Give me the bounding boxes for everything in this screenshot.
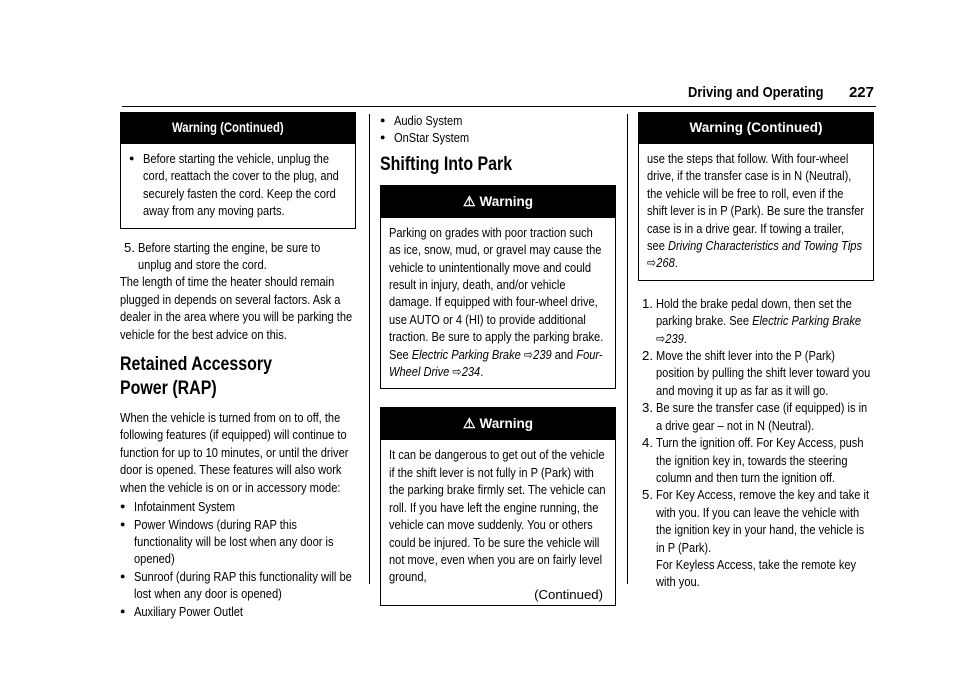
warning-body: Parking on grades with poor traction such as ice, snow, mud, or gravel may cause the vehicle to unintentionally move and could result in injury, death, and/or vehicle damage. If equipped with four-wheel drive, use AUTO or 4 (HI) to provide additional traction. Be sure to apply the parking brake. See Electric Parking Brake ⇨239 and Four-Wheel Drive ⇨234. — [389, 224, 604, 380]
header-rule — [122, 106, 876, 107]
list-item: ● Power Windows (during RAP this functionality will be lost when any door is opened) — [120, 516, 356, 568]
page-number: 227 — [848, 84, 874, 101]
page-ref-icon: ⇨ — [647, 255, 657, 271]
list-item: ● Infotainment System — [120, 498, 356, 515]
page-ref-icon: ⇨ — [656, 330, 666, 346]
warning-body: It can be dangerous to get out of the vehicle if the shift lever is not fully in P (Park) with the parking brake firmly set. The vehicle can roll. If you have left the engine running, the vehicle can move suddenly. You or others could be injured. To be sure the vehicle will not move, even when you are on fairly level ground, (Continued) — [389, 447, 606, 602]
warning-header: ⚠ Warning — [381, 186, 615, 218]
page-header — [0, 84, 960, 108]
step-2: 2. Move the shift lever into the P (Park) position by pulling the shift lever toward you and moving it up as far as it will go. — [642, 348, 871, 398]
cross-reference-link[interactable]: Electric Parking Brake — [752, 313, 862, 329]
section-heading: Shifting Into Park — [380, 153, 513, 175]
cross-reference-link[interactable]: Electric Parking Brake — [411, 346, 521, 362]
list-item: ● Before starting the vehicle, unplug the cord, reattach the cover to the plug, and securely fasten the cord. Keep the cord away from any moving parts. — [129, 150, 347, 220]
list-item: ● OnStar System — [380, 129, 616, 146]
warning-body — [121, 144, 355, 228]
warning-box — [380, 407, 616, 606]
continued-label: (Continued) — [534, 586, 603, 602]
warning-header: Warning (Continued) — [639, 113, 873, 144]
page-ref-icon: ⇨ — [523, 346, 534, 362]
list-item: ● Sunroof (during RAP this functionality will be lost when any door is opened) — [120, 568, 356, 603]
step-3: 3. Be sure the transfer case (if equipped) is in a drive gear – not in N (Neutral). — [642, 400, 868, 433]
warning-box-continued — [120, 112, 356, 229]
step-5: 5. Before starting the engine, be sure to unplug and store the cord. — [124, 239, 321, 273]
step-5: 5. For Key Access, remove the key and take it with you. If you can leave the vehicle with the ignition key in your hand, the vehicle is in P (Park). — [642, 487, 870, 555]
warning-body: use the steps that follow. With four-wheel drive, if the transfer case is in N (Neutral), the vehicle will be free to roll, even if the shift lever is in P (Park). Be sure the transfer case is in a drive gear. If towing a trailer, see Driving Characteristics and Towing Tips ⇨268. — [647, 151, 865, 271]
section-heading: Retained Accessory Power (RAP) — [120, 354, 272, 400]
step-4: 4. Turn the ignition off. For Key Access, push the ignition key in, towards the steering column and then turn the ignition off. — [642, 435, 864, 485]
column-3 — [638, 112, 874, 591]
warning-header: ⚠ Warning — [381, 408, 615, 440]
warning-triangle-icon: ⚠ — [462, 415, 476, 432]
cross-reference-link[interactable]: Driving Characteristics and Towing Tips — [667, 238, 862, 254]
paragraph: When the vehicle is turned from on to off, the following features (if equipped) will continue to function for up to 10 minutes, or until the driver door is opened. These features will also work when the vehicle is on or in accessory mode: — [120, 410, 349, 495]
step-1: 1. Hold the brake pedal down, then set the parking brake. See Electric Parking Brake ⇨239. — [642, 295, 862, 346]
column-2 — [380, 112, 616, 606]
list-item: ● Auxiliary Power Outlet — [120, 603, 356, 620]
cross-reference-link[interactable]: Four-Wheel Drive — [389, 346, 603, 380]
column-divider — [627, 114, 628, 584]
list-item: ● Audio System — [380, 112, 616, 129]
column-1 — [120, 112, 356, 620]
step-5-note: For Keyless Access, take the remote key with you. — [656, 556, 857, 590]
warning-box-continued — [638, 112, 874, 281]
page-ref-icon: ⇨ — [452, 364, 462, 380]
warning-triangle-icon: ⚠ — [462, 192, 476, 209]
warning-header: Warning (Continued) — [121, 113, 355, 144]
section-title: Driving and Operating — [688, 84, 824, 101]
paragraph: The length of time the heater should remain plugged in depends on several factors. Ask a dealer in the area where you will be parking the vehicle for the best advice on this. — [120, 274, 353, 342]
warning-box — [380, 185, 616, 390]
